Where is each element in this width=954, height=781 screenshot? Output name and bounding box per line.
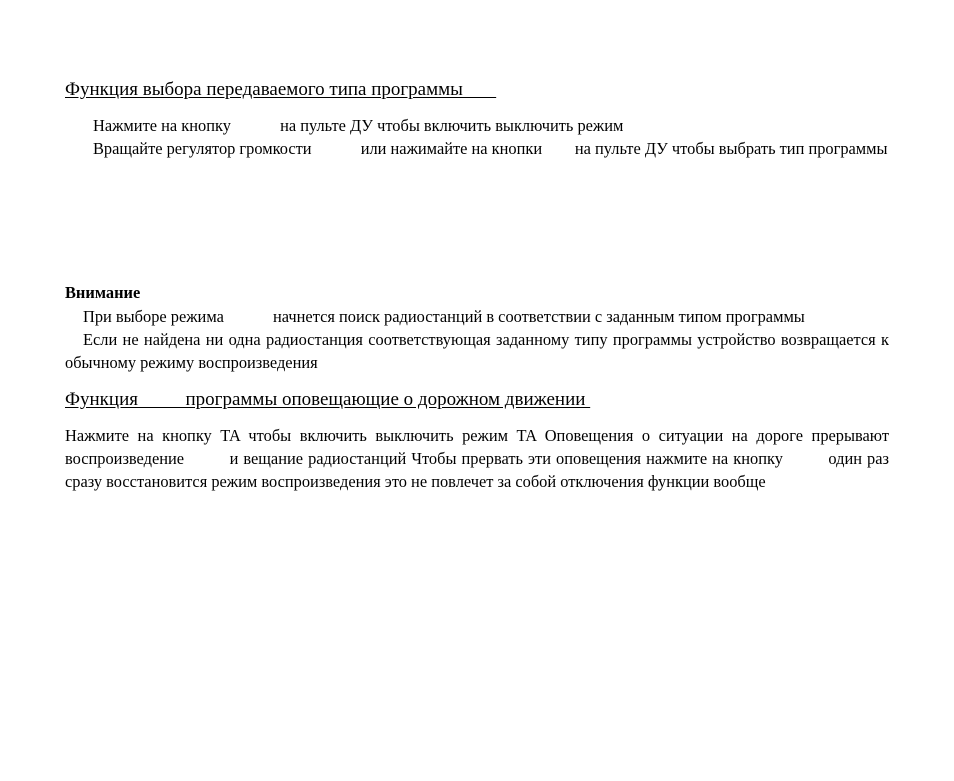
section-heading-traffic-b: программы оповещающие о дорожном движении [185,389,591,410]
paragraph-mode-search [65,305,889,328]
text-ta-part2: и вещание радиостанций Чтобы прервать эти оповещения нажмите на кнопку [229,449,783,468]
paragraph-press-button [65,114,889,137]
section-program-type-body [65,114,889,160]
paragraph-rotate-volume [65,137,889,160]
text-remote-select-type: на пульте ДУ чтобы выбрать тип программы [574,139,888,158]
text-mode-selection: При выборе режима [83,307,224,326]
section-heading-traffic-a: Функция [65,389,138,410]
section-heading-program-type-text: Функция выбора передаваемого типа программы [65,79,497,100]
text-search-start: начнется поиск радиостанций в соответствии с заданным типом программы [273,307,805,326]
paragraph-no-station: Если не найдена ни одна радиостанция соответствующая заданному типу программы устройство возвращается к обычному режиму воспроизведения [65,330,889,372]
attention-title: Внимание [65,283,141,302]
section-traffic-body [65,424,889,493]
text-or-press-buttons: или нажимайте на кнопки [360,139,543,158]
text-ta-part1: Нажмите на кнопку TA чтобы включить выключить режим TA Оповещения о ситуации на дороге прерывают воспроизведение [65,426,889,468]
text-ta-part3: один раз сразу восстановится режим воспроизведения это не повлечет за собой отключения функции вообще [65,449,889,491]
text-rotate-volume: Вращайте регулятор громкости [93,139,312,158]
section-heading-traffic [65,389,590,411]
section-heading-program-type [65,79,496,101]
attention-body [65,305,889,374]
text-remote-toggle: на пульте ДУ чтобы включить выключить режим [280,116,624,135]
paragraph-ta-mode [65,424,889,493]
text-press-button: Нажмите на кнопку [93,116,231,135]
